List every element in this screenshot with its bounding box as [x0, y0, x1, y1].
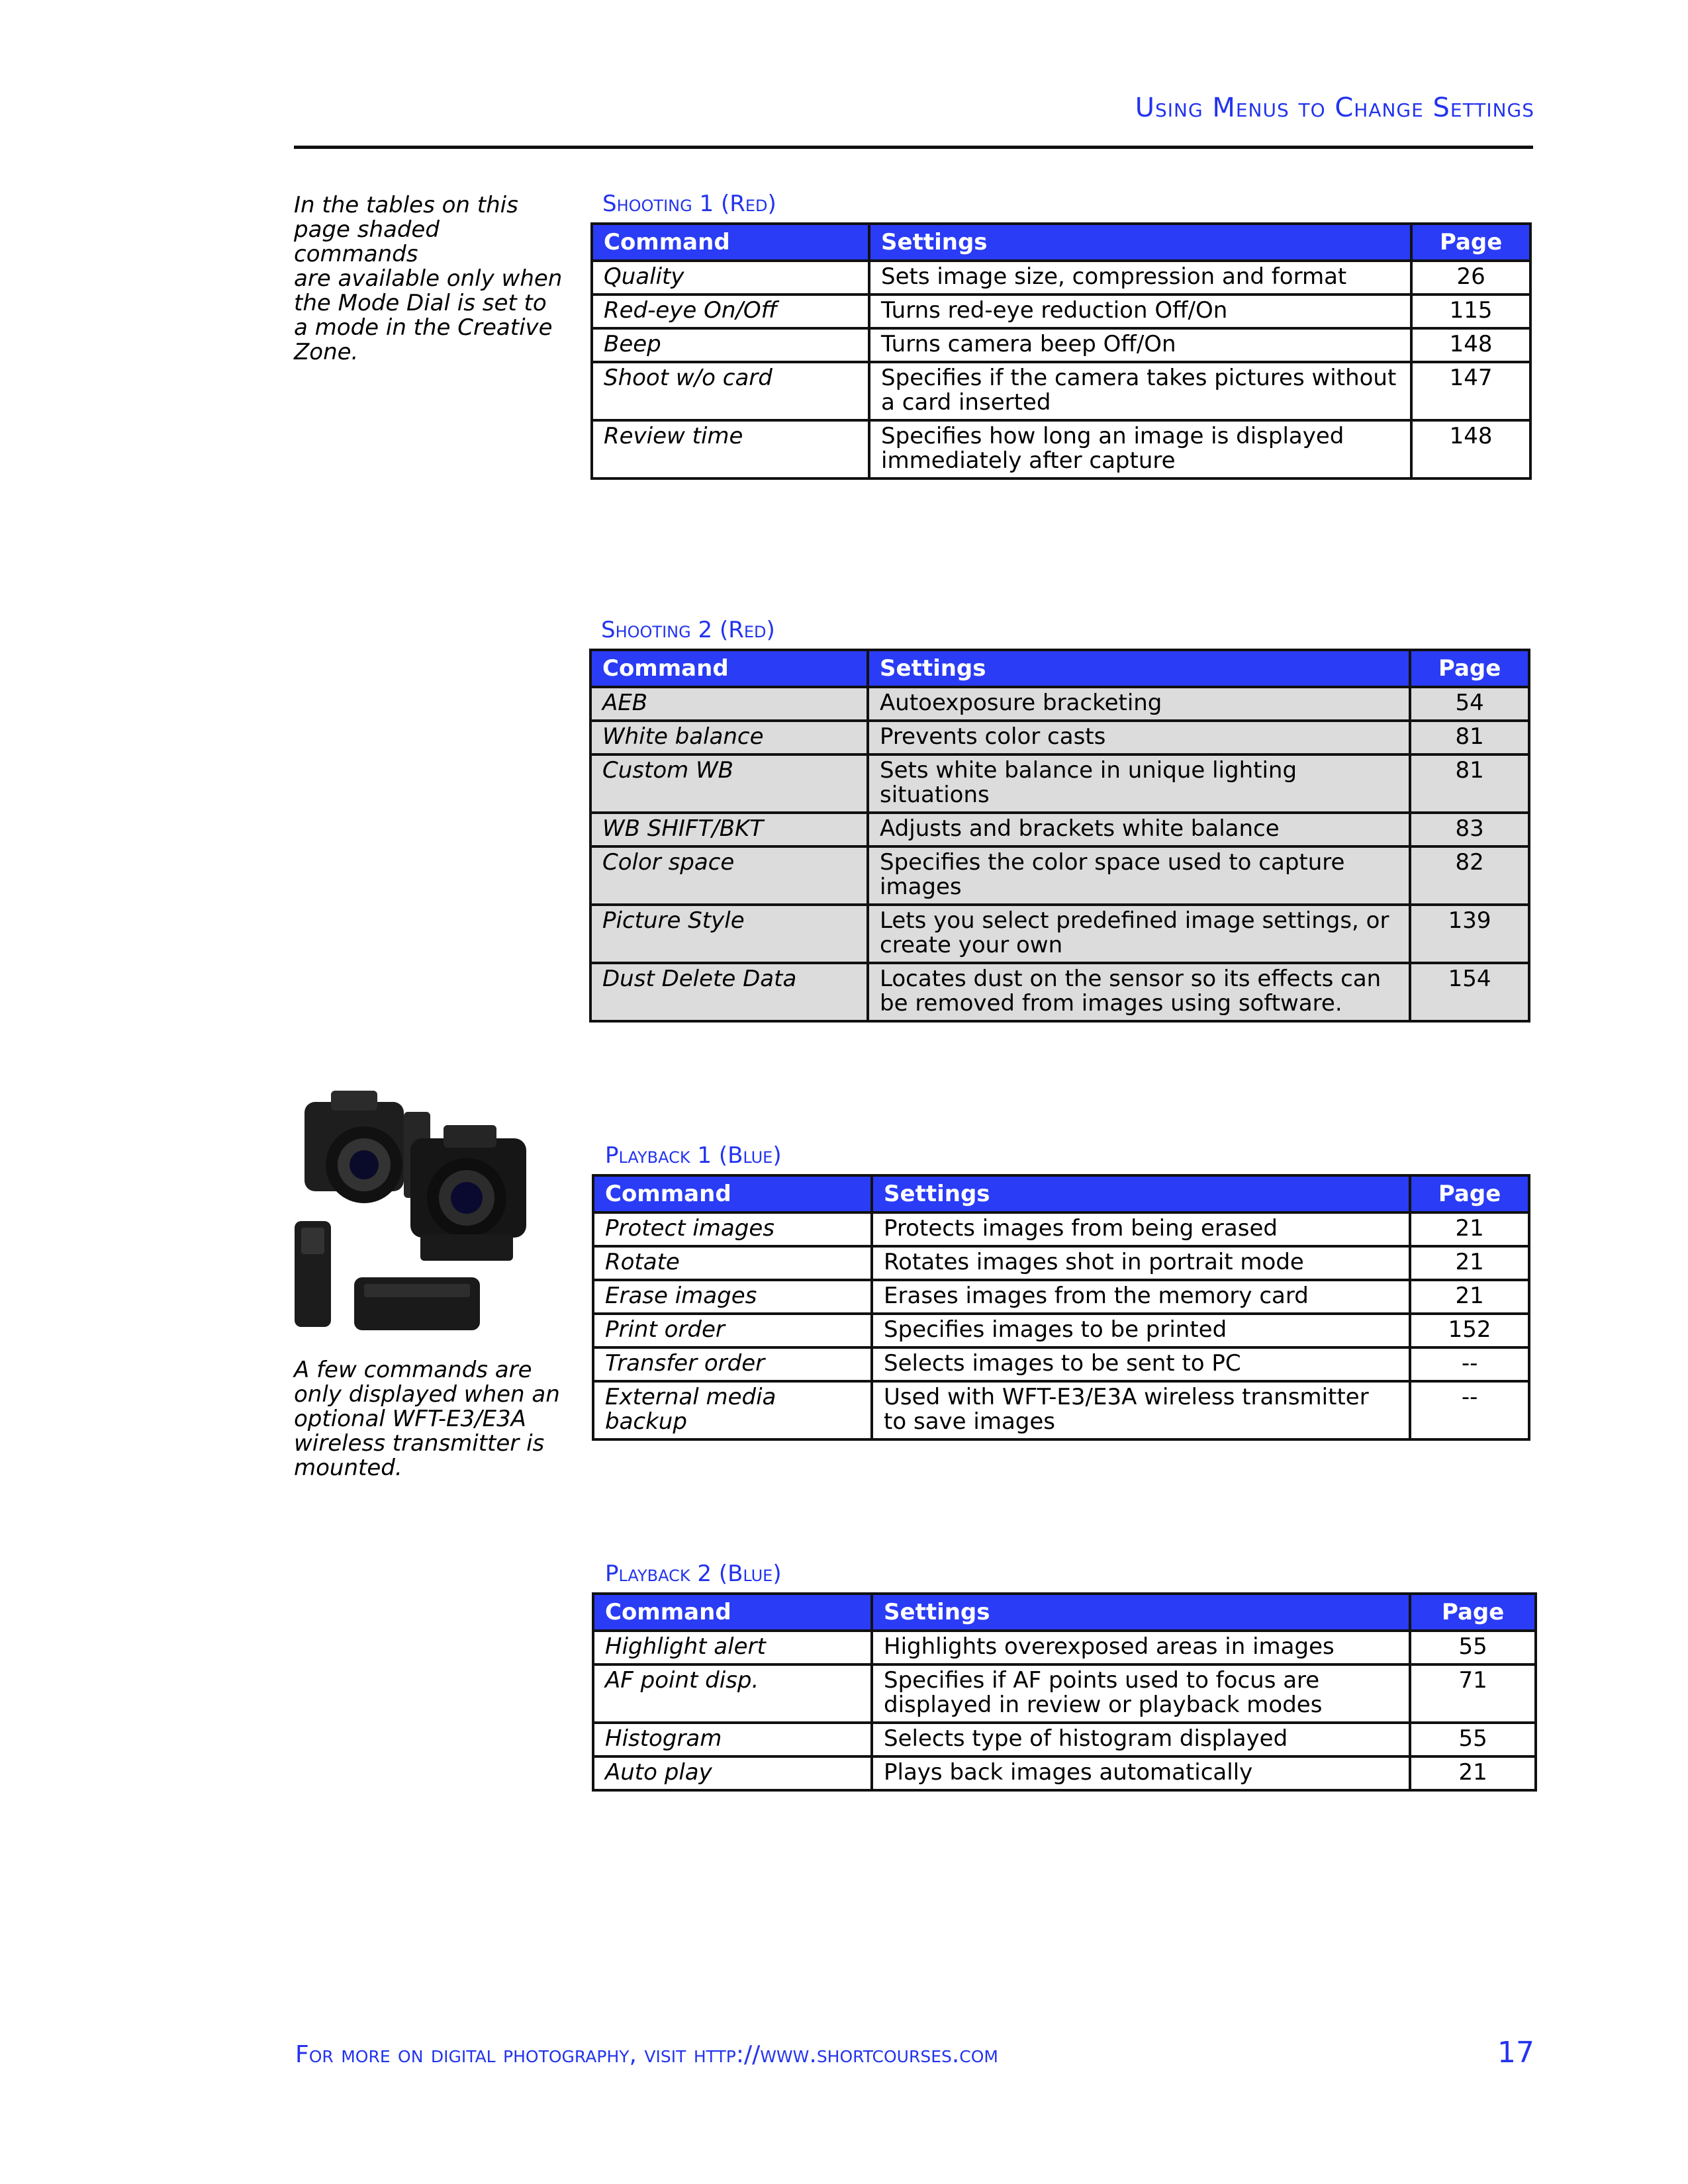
page-number: 17: [1497, 2036, 1534, 2070]
column-header-page: Page: [1410, 1594, 1536, 1631]
note-line: the Mode Dial is set to: [294, 290, 547, 316]
command-cell: WB SHIFT/BKT: [590, 813, 868, 846]
camera-body-front: [410, 1125, 526, 1261]
footer-link[interactable]: For more on digital photography, visit http://www.shortcourses.com: [295, 2041, 999, 2068]
table-row: [590, 687, 1529, 721]
table-row: [593, 1246, 1529, 1280]
note-line: a mode in the Creative: [294, 314, 553, 341]
note-line: In the tables on this: [294, 192, 518, 218]
column-header-settings: Settings: [869, 224, 1411, 261]
table-row: [590, 963, 1529, 1021]
settings-cell: Used with WFT-E3/E3A wireless transmitter to save images: [872, 1381, 1410, 1439]
table-row: [593, 1347, 1529, 1381]
table-row: [593, 1314, 1529, 1347]
command-cell: Custom WB: [590, 754, 868, 813]
settings-cell: Lets you select predefined image settings, or create your own: [868, 905, 1410, 963]
table-row: [593, 1280, 1529, 1314]
settings-cell: Autoexposure bracketing: [868, 687, 1410, 721]
settings-cell: Sets image size, compression and format: [869, 261, 1411, 295]
settings-cell: Selects type of histogram displayed: [872, 1723, 1410, 1756]
command-cell: AEB: [590, 687, 868, 721]
settings-cell: Rotates images shot in portrait mode: [872, 1246, 1410, 1280]
table-row: [592, 362, 1530, 420]
command-cell: Shoot w/o card: [592, 362, 869, 420]
page-cell: 21: [1410, 1212, 1529, 1246]
table-row: [590, 721, 1529, 754]
wireless-note: [294, 1358, 565, 1480]
command-cell: Highlight alert: [593, 1631, 872, 1664]
page-cell: 148: [1411, 328, 1530, 362]
page-cell: --: [1410, 1381, 1529, 1439]
table-header-row: [593, 1594, 1536, 1631]
note-line: wireless transmitter is: [294, 1430, 545, 1457]
page-cell: 81: [1410, 721, 1529, 754]
settings-cell: Specifies images to be printed: [872, 1314, 1410, 1347]
page-cell: 21: [1410, 1280, 1529, 1314]
page-cell: 154: [1410, 963, 1529, 1021]
settings-cell: Protects images from being erased: [872, 1212, 1410, 1246]
page-header-title: Using Menus to Change Settings: [1135, 93, 1534, 123]
column-header-page: Page: [1411, 224, 1530, 261]
note-line: optional WFT-E3/E3A: [294, 1406, 526, 1432]
table-row: [590, 813, 1529, 846]
column-header-settings: Settings: [868, 650, 1410, 687]
table-header-row: [593, 1175, 1529, 1212]
command-cell: External media backup: [593, 1381, 872, 1439]
page-cell: 152: [1410, 1314, 1529, 1347]
column-header-page: Page: [1410, 1175, 1529, 1212]
page-cell: 26: [1411, 261, 1530, 295]
table-row: [590, 754, 1529, 813]
table-row: [593, 1756, 1536, 1790]
command-cell: Protect images: [593, 1212, 872, 1246]
table-row: [593, 1381, 1529, 1439]
table-row: [590, 905, 1529, 963]
note-line: mounted.: [294, 1455, 402, 1481]
page-cell: 139: [1410, 905, 1529, 963]
table-header-row: [592, 224, 1530, 261]
page-cell: 55: [1410, 1723, 1536, 1756]
page-cell: 54: [1410, 687, 1529, 721]
section-title-playback-2: Playback 2 (Blue): [605, 1561, 782, 1587]
settings-cell: Plays back images automatically: [872, 1756, 1410, 1790]
column-header-settings: Settings: [872, 1594, 1410, 1631]
section-title-shooting-1: Shooting 1 (Red): [602, 191, 776, 217]
section-title-playback-1: Playback 1 (Blue): [605, 1142, 782, 1169]
page-cell: --: [1410, 1347, 1529, 1381]
column-header-command: Command: [590, 650, 868, 687]
header-rule: [294, 146, 1533, 149]
page-cell: 81: [1410, 754, 1529, 813]
table-header-row: [590, 650, 1529, 687]
section-title-shooting-2: Shooting 2 (Red): [601, 617, 775, 643]
page-cell: 82: [1410, 846, 1529, 905]
table-row: [593, 1212, 1529, 1246]
command-cell: Quality: [592, 261, 869, 295]
table-row: [590, 846, 1529, 905]
table-row: [592, 261, 1530, 295]
note-line: Zone.: [294, 339, 359, 365]
settings-cell: Erases images from the memory card: [872, 1280, 1410, 1314]
playback-2-table: [592, 1592, 1537, 1792]
settings-cell: Selects images to be sent to PC: [872, 1347, 1410, 1381]
settings-cell: Turns red-eye reduction Off/On: [869, 295, 1411, 328]
command-cell: Transfer order: [593, 1347, 872, 1381]
shaded-commands-note: [294, 193, 565, 365]
command-cell: AF point disp.: [593, 1664, 872, 1723]
command-cell: Print order: [593, 1314, 872, 1347]
command-cell: Red-eye On/Off: [592, 295, 869, 328]
command-cell: Auto play: [593, 1756, 872, 1790]
settings-cell: Turns camera beep Off/On: [869, 328, 1411, 362]
command-cell: Dust Delete Data: [590, 963, 868, 1021]
column-header-settings: Settings: [872, 1175, 1410, 1212]
page-cell: 21: [1410, 1246, 1529, 1280]
command-cell: Color space: [590, 846, 868, 905]
settings-cell: Locates dust on the sensor so its effects can be removed from images using software.: [868, 963, 1410, 1021]
shooting-2-table: [589, 649, 1530, 1023]
settings-cell: Highlights overexposed areas in images: [872, 1631, 1410, 1664]
settings-cell: Specifies if the camera takes pictures without a card inserted: [869, 362, 1411, 420]
command-cell: Histogram: [593, 1723, 872, 1756]
settings-cell: Specifies how long an image is displayed immediately after capture: [869, 420, 1411, 478]
command-cell: Rotate: [593, 1246, 872, 1280]
note-line: A few commands are: [294, 1357, 532, 1383]
command-cell: White balance: [590, 721, 868, 754]
note-line: page shaded commands: [294, 216, 440, 267]
command-cell: Beep: [592, 328, 869, 362]
playback-1-table: [592, 1174, 1530, 1441]
table-row: [593, 1723, 1536, 1756]
note-line: are available only when: [294, 265, 563, 292]
wireless-transmitter: [295, 1221, 331, 1327]
table-row: [592, 295, 1530, 328]
settings-cell: Specifies the color space used to capture images: [868, 846, 1410, 905]
battery-grip: [354, 1277, 480, 1330]
table-row: [593, 1664, 1536, 1723]
page-cell: 115: [1411, 295, 1530, 328]
settings-cell: Specifies if AF points used to focus are displayed in review or playback modes: [872, 1664, 1410, 1723]
page-cell: 148: [1411, 420, 1530, 478]
page-cell: 71: [1410, 1664, 1536, 1723]
settings-cell: Adjusts and brackets white balance: [868, 813, 1410, 846]
column-header-command: Command: [592, 224, 869, 261]
command-cell: Review time: [592, 420, 869, 478]
page-cell: 55: [1410, 1631, 1536, 1664]
page-cell: 147: [1411, 362, 1530, 420]
camera-photo: [291, 1085, 569, 1337]
table-row: [593, 1631, 1536, 1664]
settings-cell: Sets white balance in unique lighting situations: [868, 754, 1410, 813]
command-cell: Picture Style: [590, 905, 868, 963]
table-row: [592, 420, 1530, 478]
shooting-1-table: [590, 222, 1532, 480]
table-row: [592, 328, 1530, 362]
note-line: only displayed when an: [294, 1381, 560, 1408]
column-header-page: Page: [1410, 650, 1529, 687]
settings-cell: Prevents color casts: [868, 721, 1410, 754]
column-header-command: Command: [593, 1594, 872, 1631]
page-cell: 83: [1410, 813, 1529, 846]
column-header-command: Command: [593, 1175, 872, 1212]
page-cell: 21: [1410, 1756, 1536, 1790]
command-cell: Erase images: [593, 1280, 872, 1314]
